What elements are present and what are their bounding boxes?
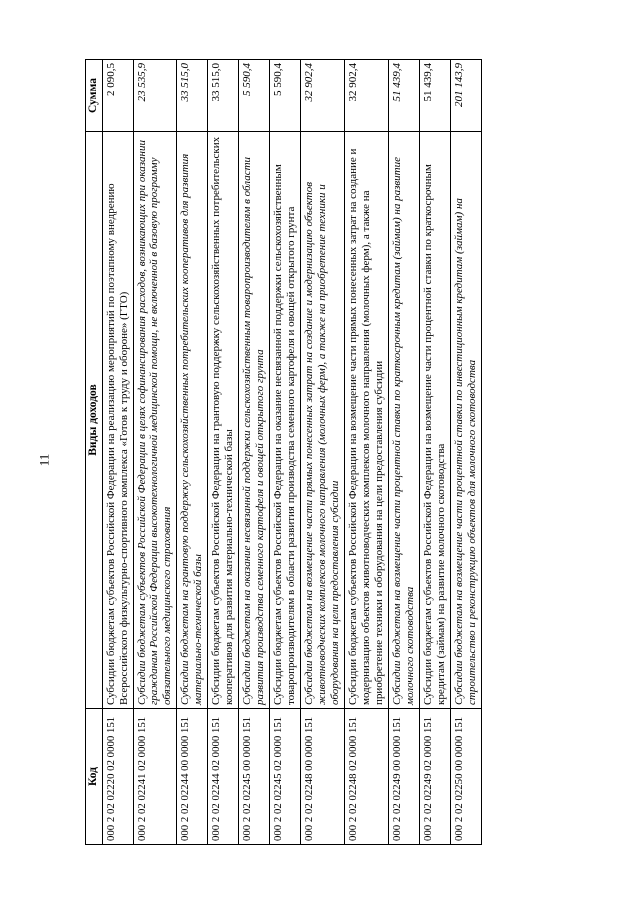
row-code: 000 2 02 02241 02 0000 151 bbox=[133, 709, 177, 845]
row-code: 000 2 02 02244 02 0000 151 bbox=[208, 709, 239, 845]
table-row bbox=[301, 60, 345, 845]
table-row bbox=[345, 60, 389, 845]
row-sum: 5 590,4 bbox=[239, 60, 270, 132]
row-description: Субсидии бюджетам субъектов Российской Федерации в целях софинансирования расходов, возникающих при оказании гражданам Российской Федерации высокотехнологичной медицинской помощи, не включенной в базовую программу обязательного медицинского страхования bbox=[133, 132, 177, 709]
revenue-table bbox=[85, 59, 482, 845]
row-code: 000 2 02 02248 02 0000 151 bbox=[345, 709, 389, 845]
row-sum: 32 902,4 bbox=[301, 60, 345, 132]
row-code: 000 2 02 02249 02 0000 151 bbox=[419, 709, 450, 845]
row-sum: 201 143,9 bbox=[450, 60, 481, 132]
row-sum: 5 590,4 bbox=[270, 60, 301, 132]
row-sum: 33 515,0 bbox=[177, 60, 208, 132]
row-description: Субсидии бюджетам на возмещение части процентной ставки по инвестиционным кредитам (займам) на строительство и реконструкцию объектов для молочного скотоводства bbox=[450, 132, 481, 709]
row-code: 000 2 02 02245 00 0000 151 bbox=[239, 709, 270, 845]
table-row bbox=[450, 60, 481, 845]
row-description: Субсидии бюджетам субъектов Российской Федерации на грантовую поддержку сельскохозяйственных потребительских кооперативов для развития материально-технической базы bbox=[208, 132, 239, 709]
table-row bbox=[239, 60, 270, 845]
table-row bbox=[270, 60, 301, 845]
page-number-wrap bbox=[38, 452, 58, 472]
row-sum: 33 515,0 bbox=[208, 60, 239, 132]
row-code: 000 2 02 02220 02 0000 151 bbox=[102, 709, 133, 845]
row-sum: 2 090,5 bbox=[102, 60, 133, 132]
row-description: Субсидии бюджетам на оказание несвязанной поддержки сельскохозяйственным товаропроизводителям в области развития производства семенного картофеля и овощей открытого грунта bbox=[239, 132, 270, 709]
row-description: Субсидии бюджетам субъектов Российской Федерации на возмещение части процентной ставки по краткосрочным кредитам (займам) на развитие молочного скотоводства bbox=[419, 132, 450, 709]
row-description: Субсидии бюджетам на возмещение части процентной ставки по краткосрочным кредитам (займам) на развитие молочного скотоводства bbox=[388, 132, 419, 709]
header-description: Виды доходов bbox=[86, 132, 103, 709]
table-row bbox=[177, 60, 208, 845]
table-row bbox=[102, 60, 133, 845]
row-sum: 51 439,4 bbox=[388, 60, 419, 132]
row-code: 000 2 02 02244 00 0000 151 bbox=[177, 709, 208, 845]
table-row bbox=[133, 60, 177, 845]
row-code: 000 2 02 02250 00 0000 151 bbox=[450, 709, 481, 845]
row-description: Субсидии бюджетам на возмещение части прямых понесенных затрат на создание и модернизацию объектов животноводческих комплексов молочного направления (молочных ферм), а также на приобретение техники и оборудования на цели предоставления субсидии bbox=[301, 132, 345, 709]
header-sum: Сумма bbox=[86, 60, 103, 132]
row-sum: 51 439,4 bbox=[419, 60, 450, 132]
table-row bbox=[208, 60, 239, 845]
table-row bbox=[388, 60, 419, 845]
row-sum: 23 535,9 bbox=[133, 60, 177, 132]
page-number: 11 bbox=[36, 453, 52, 467]
header-code: Код bbox=[86, 709, 103, 845]
row-sum: 32 902,4 bbox=[345, 60, 389, 132]
row-code: 000 2 02 02248 00 0000 151 bbox=[301, 709, 345, 845]
row-description: Субсидии бюджетам субъектов Российской Федерации на реализацию мероприятий по поэтапному внедрению Всероссийского физкультурно-спортивного комплекса «Готов к труду и обороне» (ГТО) bbox=[102, 132, 133, 709]
row-code: 000 2 02 02245 02 0000 151 bbox=[270, 709, 301, 845]
row-description: Субсидии бюджетам на грантовую поддержку сельскохозяйственных потребительских кооперативов для развития материально-технической базы bbox=[177, 132, 208, 709]
table-header-row bbox=[86, 60, 103, 845]
row-description: Субсидии бюджетам субъектов Российской Федерации на возмещение части прямых понесенных затрат на создание и модернизацию объектов животноводческих комплексов молочного направления (молочных ферм), а также на приобретение техники и оборудования на цели предоставления субсидии bbox=[345, 132, 389, 709]
row-description: Субсидии бюджетам субъектов Российской Федерации на оказание несвязанной поддержки сельскохозяйственным товаропроизводителям в области развития производства семенного картофеля и овощей открытого грунта bbox=[270, 132, 301, 709]
rotated-page bbox=[85, 60, 565, 845]
row-code: 000 2 02 02249 00 0000 151 bbox=[388, 709, 419, 845]
table-row bbox=[419, 60, 450, 845]
